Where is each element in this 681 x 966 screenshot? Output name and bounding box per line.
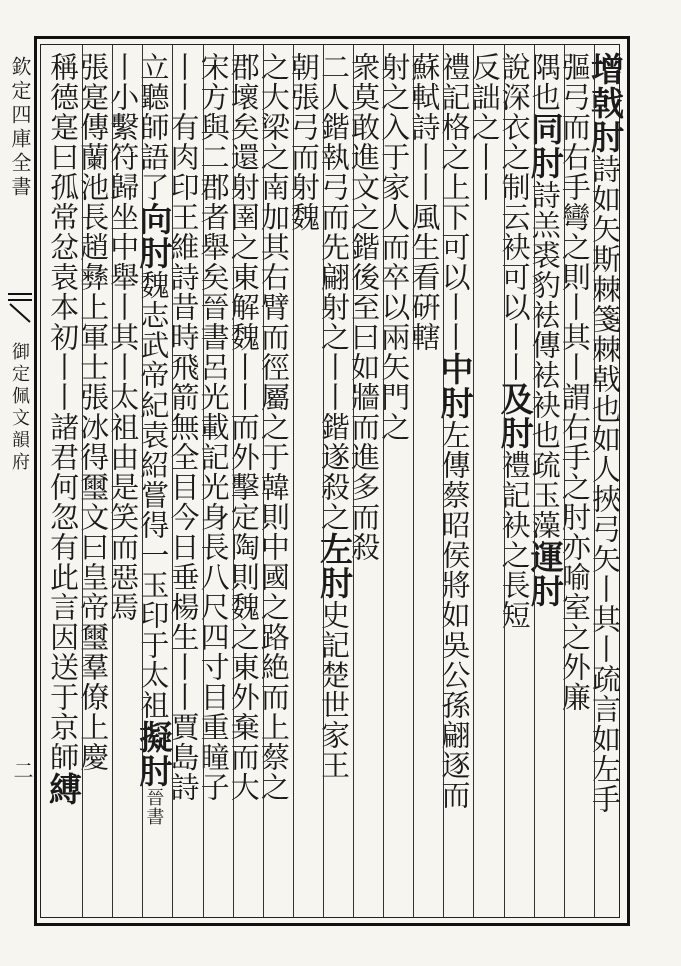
text-run: 說深衣之制云袂可以丨丨 — [497, 52, 532, 382]
text-column — [435, 52, 475, 916]
text-run: 丨小繫符歸 — [106, 52, 141, 202]
headword: 向 — [134, 202, 174, 236]
text-run: 禮記袂之長短 — [497, 450, 532, 630]
text-column — [76, 52, 111, 916]
text-column — [467, 52, 502, 916]
headword: 肘 — [134, 754, 174, 788]
headword: 擬 — [134, 720, 174, 754]
text-column — [226, 52, 261, 916]
column-rule — [443, 45, 444, 917]
column-rule — [233, 45, 234, 917]
column-rule — [504, 45, 505, 917]
page-number: 二 — [10, 760, 34, 780]
text-run: 立聽師語了 — [136, 52, 171, 202]
text-run: 左傳蔡昭侯將如吳公孫翩逐而 — [437, 420, 472, 810]
headword: 戟 — [585, 86, 625, 120]
volume-title-margin: 御定佩文韻府 — [9, 342, 30, 474]
text-column — [166, 52, 201, 916]
headword: 縛 — [44, 772, 84, 806]
text-column — [585, 52, 625, 916]
text-run: 宋方與二郡者舉矣晉書呂光載記光身長八尺四寸目重瞳子 — [196, 52, 231, 802]
column-rule — [594, 45, 595, 917]
column-rule — [142, 45, 143, 917]
text-run: 隅 — [527, 52, 562, 82]
column-rule — [353, 45, 354, 917]
column-rule — [383, 45, 384, 917]
column-rule — [473, 45, 474, 917]
column-rule — [263, 45, 264, 917]
headword: 增 — [585, 52, 625, 86]
text-column — [377, 52, 412, 916]
headword: 中 — [435, 352, 475, 386]
headword: 肘 — [134, 236, 174, 270]
text-run: 彄弓而右手彎之則丨其丨謂右手之肘亦喻室之外廉 — [557, 52, 592, 712]
text-run: 朝張弓而射魏 — [286, 52, 321, 232]
headword: 肘 — [435, 386, 475, 420]
text-run: 晉 — [143, 788, 165, 807]
fold-mark-icon — [6, 290, 34, 324]
text-column — [44, 52, 84, 916]
headword: 運 — [525, 540, 565, 574]
text-run: 反詘之丨丨 — [467, 52, 502, 202]
column-rule — [534, 45, 535, 917]
headword: 肘 — [495, 416, 535, 450]
column-rule — [413, 45, 414, 917]
text-column — [134, 52, 174, 916]
text-column — [347, 52, 382, 916]
text-column — [557, 52, 592, 916]
text-run: 書 — [143, 807, 165, 826]
headword: 及 — [495, 382, 535, 416]
headword: 同 — [525, 112, 565, 146]
text-run: 之大梁之南加其右臂而徑屬之于韓則中國之路絶而上蔡之 — [256, 52, 291, 802]
text-run: 張寔傳蘭池長趙彝上軍士張冰得璽文曰皇帝璽羣僚上慶 — [76, 52, 111, 772]
text-run: 稱德寔曰孤常忿袁本初丨丨諸君何忽有此言因送于京師 — [46, 52, 81, 772]
text-column — [525, 52, 565, 916]
column-rule — [203, 45, 204, 917]
text-column — [196, 52, 231, 916]
headword: 肘 — [525, 146, 565, 180]
text-run: 坐中舉丨其丨太祖由是笑而惡焉 — [106, 202, 141, 622]
headword: 肘 — [525, 574, 565, 608]
book-title-margin: 欽定四庫全書 — [8, 56, 32, 200]
text-run: 衆莫敢進文之鍇後至曰如牆而進多而殺 — [347, 52, 382, 562]
text-run: 丨丨有肉印王維詩昔時飛箭無全目今日垂楊生丨丨賈島詩 — [166, 52, 201, 802]
text-run: 魏志武帝紀袁紹嘗得一玉印于太祖 — [136, 270, 171, 720]
text-run: 射之入于家人而卒以兩矢門之 — [377, 52, 412, 442]
headword: 肘 — [315, 566, 355, 600]
column-rule — [293, 45, 294, 917]
text-run: 蘇軾詩丨丨風生看硏轄 — [407, 52, 442, 352]
text-column — [286, 52, 321, 916]
headword: 左 — [315, 532, 355, 566]
text-run: 詩如矢斯棘箋棘戟也如人挾弓矢丨其丨疏言如左手 — [587, 154, 622, 814]
column-rule — [323, 45, 324, 917]
text-column — [495, 52, 535, 916]
text-run: 禮記格之上下可以丨丨 — [437, 52, 472, 352]
text-run: 二人鍇執弓而先翩射之丨丨鍇遂殺之 — [317, 52, 352, 532]
text-column — [315, 52, 355, 916]
column-rule — [112, 45, 113, 917]
text-run: 詩羔裘豹袪傳袪袂也疏玉藻 — [527, 180, 562, 540]
text-column — [407, 52, 442, 916]
text-run: 也 — [527, 82, 562, 112]
text-column — [106, 52, 141, 916]
text-run: 史記楚世家王 — [317, 600, 352, 780]
text-column — [256, 52, 291, 916]
headword: 肘 — [585, 120, 625, 154]
text-run: 郡壞矣還射圉之東解魏丨丨而外擊定陶則魏之東外棄而大 — [226, 52, 261, 802]
